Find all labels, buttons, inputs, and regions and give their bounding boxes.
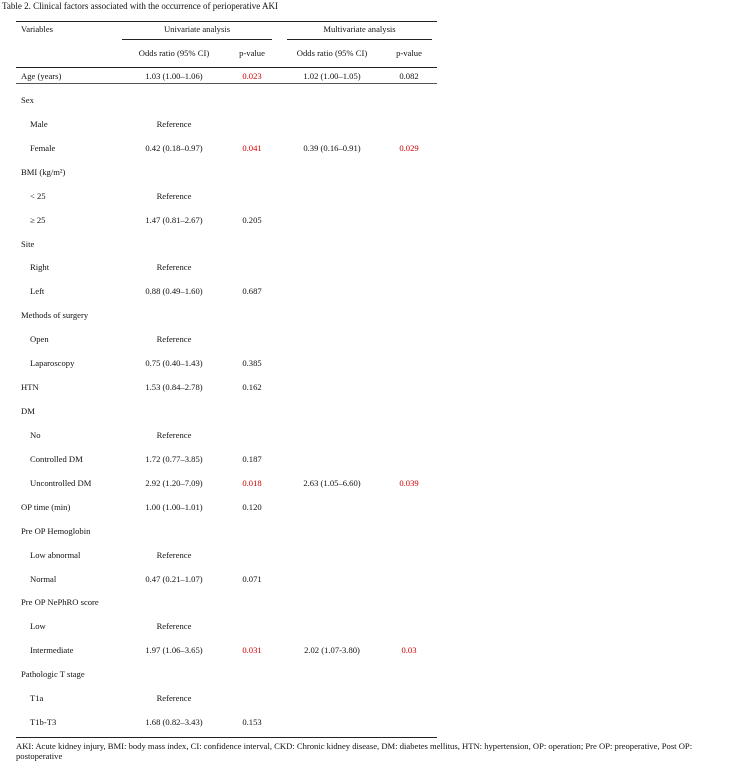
table-bottom-rule [16,737,437,738]
uni-odds-ratio-cell: Reference [156,549,192,560]
header-bottom-rule [16,67,437,68]
uni-p-value-cell: 0.153 [242,717,262,728]
row-sublabel: T1b-T3 [30,717,57,728]
uni-p-value-cell: 0.385 [242,358,262,369]
uni-odds-ratio-cell: Reference [156,621,192,632]
uni-p-value-cell: 0.071 [242,573,262,584]
row-sublabel: Left [30,286,45,297]
uni-odds-ratio-cell: 1.68 (0.82–3.43) [145,717,203,728]
header-variables: Variables [21,24,53,34]
row-sublabel: Right [30,262,50,273]
uni-odds-ratio-cell: 0.42 (0.18–0.97) [145,142,203,153]
table-caption: Table 2. Clinical factors associated with the occurrence of perioperative AKI [2,1,279,11]
uni-odds-ratio-cell: Reference [156,334,192,345]
row-sublabel: Laparoscopy [30,358,75,369]
uni-odds-ratio-cell: 0.47 (0.21–1.07) [145,573,203,584]
uni-odds-ratio-cell: 1.00 (1.00–1.01) [145,501,203,512]
uni-odds-ratio-cell: 0.88 (0.49–1.60) [145,286,203,297]
top-rule [16,21,437,22]
uni-odds-ratio-cell: 1.47 (0.81–2.67) [145,214,203,225]
uni-odds-ratio-cell: Reference [156,429,192,440]
multi-odds-ratio-cell: 1.02 (1.00–1.05) [303,71,361,81]
uni-p-value-cell: 0.031 [242,645,262,656]
uni-odds-ratio-cell: Reference [156,693,192,704]
uni-odds-ratio-cell: 2.92 (1.20–7.09) [145,477,203,488]
uni-odds-ratio-cell: Reference [156,262,192,273]
row-sublabel: Low [30,621,46,632]
row-sublabel: T1a [30,693,44,704]
table-footnote: AKI: Acute kidney injury, BMI: body mass index, CI: confidence interval, CKD: Chronic kidney disease, DM: diabetes mellitus, HTN: hypertension, OP: operation; Pre OP: preoperative, Post OP: postoperative [16,741,693,761]
uni-p-value-cell: 0.687 [242,286,262,297]
multivariate-group-rule [287,39,432,40]
uni-odds-ratio-cell: 1.97 (1.06–3.65) [145,645,203,656]
uni-p-value-cell: 0.120 [242,501,262,512]
multi-p-value-cell: 0.082 [399,71,419,81]
row-sublabel: Male [30,118,48,129]
header-multivariate: Multivariate analysis [323,24,396,34]
row-label: Sex [21,94,34,105]
header-univariate: Univariate analysis [163,24,231,34]
row-label: OP time (min) [21,501,71,512]
uni-p-value-cell: 0.187 [242,453,262,464]
row-label: Age (years) [21,71,62,81]
header-uni-p-value: p-value [239,48,265,58]
row-label: BMI (kg/m²) [21,166,66,177]
row-label: HTN [21,382,39,393]
header-multi-odds-ratio: Odds ratio (95% CI) [296,48,368,58]
row-sublabel: Uncontrolled DM [30,477,92,488]
uni-odds-ratio-cell: 0.75 (0.40–1.43) [145,358,203,369]
row-sublabel: < 25 [30,190,46,201]
header-uni-odds-ratio: Odds ratio (95% CI) [138,48,210,58]
uni-p-value-cell: 0.162 [242,382,262,393]
uni-odds-ratio-cell: 1.03 (1.00–1.06) [145,71,203,81]
univariate-group-rule [122,39,272,40]
uni-odds-ratio-cell: 1.53 (0.84–2.78) [145,382,203,393]
uni-odds-ratio-cell: Reference [156,118,192,129]
row-sublabel: Intermediate [30,645,74,656]
row-label: Pathologic T stage [21,669,85,680]
multi-p-value-cell: 0.03 [401,645,417,656]
row-sublabel: Low abnormal [30,549,81,560]
row-sublabel: No [30,429,41,440]
row-sublabel: ≥ 25 [30,214,46,225]
row-sublabel: Open [30,334,49,345]
uni-p-value-cell: 0.018 [242,477,262,488]
uni-p-value-cell: 0.023 [242,71,262,81]
multi-odds-ratio-cell: 2.63 (1.05–6.60) [303,477,361,488]
row-label: DM [21,406,35,417]
uni-p-value-cell: 0.205 [242,214,262,225]
row-sublabel: Female [30,142,56,153]
multi-odds-ratio-cell: 2.02 (1.07-3.80) [304,645,360,656]
row-label: Pre OP Hemoglobin [21,525,91,536]
first-row-rule [16,83,437,84]
multi-p-value-cell: 0.029 [399,142,419,153]
row-label: Methods of surgery [21,310,89,321]
uni-p-value-cell: 0.041 [242,142,262,153]
uni-odds-ratio-cell: Reference [156,190,192,201]
row-sublabel: Controlled DM [30,453,83,464]
header-multi-p-value: p-value [396,48,422,58]
row-label: Site [21,238,35,249]
uni-odds-ratio-cell: 1.72 (0.77–3.85) [145,453,203,464]
multi-p-value-cell: 0.039 [399,477,419,488]
row-label: Pre OP NePhRO score [21,597,99,608]
row-sublabel: Normal [30,573,57,584]
multi-odds-ratio-cell: 0.39 (0.16–0.91) [303,142,361,153]
